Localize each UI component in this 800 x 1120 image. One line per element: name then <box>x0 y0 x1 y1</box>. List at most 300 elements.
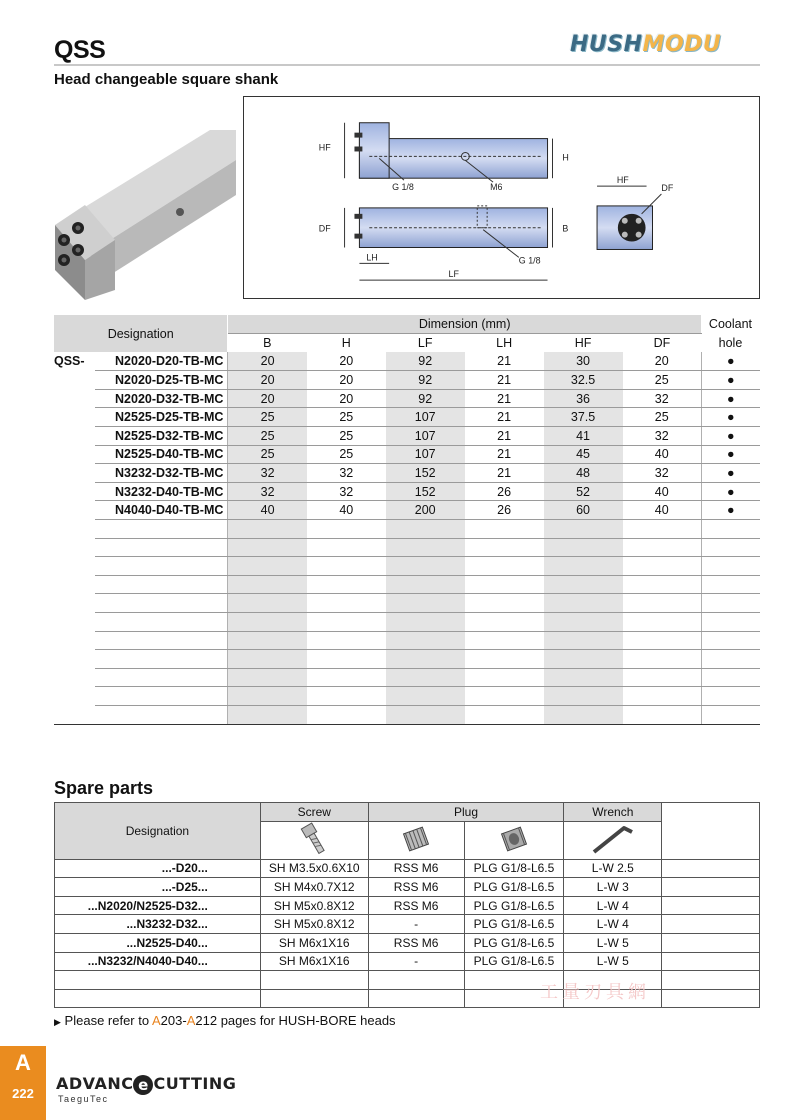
cell-hf: 32.5 <box>544 371 623 390</box>
cell-h: 32 <box>307 464 386 483</box>
note-prefix: Please refer to <box>64 1013 152 1028</box>
cell-hf <box>544 613 623 632</box>
cell-df <box>623 557 702 576</box>
designation-prefix <box>54 427 95 446</box>
cell-b: 20 <box>228 371 307 390</box>
title-divider <box>54 64 760 66</box>
cell-hf: 30 <box>544 352 623 371</box>
cell-df <box>623 594 702 613</box>
table-row <box>54 668 760 687</box>
cell-hf: 37.5 <box>544 408 623 427</box>
note-ref1-letter: A <box>152 1013 161 1028</box>
table-row <box>54 389 760 408</box>
cell-b <box>228 538 307 557</box>
spare-row <box>55 915 760 934</box>
cell-lf: 92 <box>386 389 465 408</box>
designation-cell <box>95 631 228 650</box>
cell-df: 40 <box>623 501 702 520</box>
spare-cell-plug1: RSS M6 <box>368 878 464 897</box>
page-number: 222 <box>12 1086 34 1101</box>
spare-cell-wrench: L-W 5 <box>564 933 662 952</box>
col-header-df: DF <box>623 334 702 353</box>
table-row <box>54 408 760 427</box>
cell-df <box>623 613 702 632</box>
designation-prefix <box>54 520 95 539</box>
spare-cell-wrench: L-W 4 <box>564 915 662 934</box>
designation-cell: N2020-D32-TB-MC <box>95 389 228 408</box>
table-row <box>54 631 760 650</box>
col-header-b: B <box>228 334 307 353</box>
wrench-icon <box>564 821 662 859</box>
cell-df <box>623 650 702 669</box>
designation-cell: N2020-D20-TB-MC <box>95 352 228 371</box>
cell-lf <box>386 575 465 594</box>
spare-cell-screw <box>260 971 368 990</box>
dim-label-hf-end: HF <box>616 175 629 186</box>
cell-hf <box>544 668 623 687</box>
spare-row <box>55 971 760 990</box>
brand-logo-right: MODU <box>642 32 722 57</box>
spare-parts-table <box>54 802 760 1008</box>
spare-cell-plug2: PLG G1/8-L6.5 <box>464 933 564 952</box>
cell-h <box>307 613 386 632</box>
coolant-cell <box>701 594 759 613</box>
dim-label-lf: LF <box>448 269 459 280</box>
designation-cell: N3232-D40-TB-MC <box>95 482 228 501</box>
dim-label-g18-bottom: G 1/8 <box>518 255 541 266</box>
coolant-cell: ● <box>701 371 759 390</box>
table-row <box>54 482 760 501</box>
designation-cell <box>95 538 228 557</box>
col-header-lf: LF <box>386 334 465 353</box>
cell-b <box>228 520 307 539</box>
cell-hf <box>544 520 623 539</box>
cell-lh <box>465 668 544 687</box>
cell-h <box>307 538 386 557</box>
designation-cell <box>95 687 228 706</box>
cell-lh <box>465 631 544 650</box>
cell-b <box>228 668 307 687</box>
designation-cell <box>95 613 228 632</box>
spare-cell-wrench: L-W 4 <box>564 896 662 915</box>
dim-label-df: DF <box>318 223 331 234</box>
cell-hf <box>544 557 623 576</box>
coolant-cell: ● <box>701 352 759 371</box>
cell-lh <box>465 557 544 576</box>
cell-hf <box>544 575 623 594</box>
cell-lf: 152 <box>386 482 465 501</box>
screw-header: Screw <box>260 803 368 822</box>
cell-h: 25 <box>307 427 386 446</box>
cell-df <box>623 538 702 557</box>
spare-cell-screw <box>260 989 368 1008</box>
footer-logo <box>56 1074 236 1095</box>
cell-lh: 21 <box>465 408 544 427</box>
footer-logo-right: CUTTING <box>153 1074 237 1093</box>
cell-lf: 107 <box>386 408 465 427</box>
spare-cell-plug2: PLG G1/8-L6.5 <box>464 896 564 915</box>
wrench-header: Wrench <box>564 803 662 822</box>
cell-b: 25 <box>228 445 307 464</box>
note-suffix: pages for HUSH-BORE heads <box>217 1013 396 1028</box>
spare-row <box>55 896 760 915</box>
cell-h <box>307 687 386 706</box>
cell-hf <box>544 631 623 650</box>
col-header-lh: LH <box>465 334 544 353</box>
cell-b <box>228 557 307 576</box>
cell-df: 20 <box>623 352 702 371</box>
cell-lh: 26 <box>465 501 544 520</box>
cell-df <box>623 705 702 724</box>
spare-cell-plug1: RSS M6 <box>368 933 464 952</box>
cell-df <box>623 631 702 650</box>
spare-cell-plug1: - <box>368 915 464 934</box>
spare-cell-plug1 <box>368 971 464 990</box>
cell-b <box>228 594 307 613</box>
cell-df <box>623 520 702 539</box>
table-row <box>54 445 760 464</box>
designation-prefix <box>54 687 95 706</box>
cell-df: 25 <box>623 371 702 390</box>
plug-rss-icon <box>368 821 464 859</box>
spare-row <box>55 859 760 878</box>
designation-prefix <box>54 408 95 427</box>
col-header-h: H <box>307 334 386 353</box>
coolant-header-2: hole <box>701 334 759 353</box>
designation-cell: N4040-D40-TB-MC <box>95 501 228 520</box>
cell-hf: 60 <box>544 501 623 520</box>
designation-prefix <box>54 464 95 483</box>
coolant-cell <box>701 687 759 706</box>
spare-designation-header: Designation <box>55 803 261 860</box>
coolant-cell: ● <box>701 464 759 483</box>
cell-hf: 52 <box>544 482 623 501</box>
cell-h: 20 <box>307 389 386 408</box>
spare-cell-plug2: PLG G1/8-L6.5 <box>464 878 564 897</box>
coolant-cell <box>701 538 759 557</box>
spare-cell-blank <box>662 933 760 952</box>
spare-cell-plug1: RSS M6 <box>368 859 464 878</box>
cell-h <box>307 520 386 539</box>
cell-h <box>307 594 386 613</box>
page-title: QSS <box>54 36 106 64</box>
blank-header <box>662 803 760 860</box>
spare-row <box>55 878 760 897</box>
table-row <box>54 575 760 594</box>
note-ref1-num: 203- <box>160 1013 187 1028</box>
designation-prefix <box>54 613 95 632</box>
designation-prefix <box>54 538 95 557</box>
spare-cell-designation: ...-D25... <box>55 878 261 897</box>
cell-lh: 21 <box>465 352 544 371</box>
cell-h: 25 <box>307 445 386 464</box>
designation-cell <box>95 650 228 669</box>
designation-prefix <box>54 557 95 576</box>
spare-row <box>55 952 760 971</box>
cell-h <box>307 631 386 650</box>
spare-cell-designation: ...N3232/N4040-D40... <box>55 952 261 971</box>
cell-b: 20 <box>228 352 307 371</box>
cell-lh: 21 <box>465 445 544 464</box>
table-row <box>54 501 760 520</box>
cell-df <box>623 668 702 687</box>
cell-df: 40 <box>623 482 702 501</box>
spare-cell-wrench: L-W 2.5 <box>564 859 662 878</box>
watermark: 工量刃具網 <box>540 982 650 1002</box>
coolant-header-1: Coolant <box>701 315 759 334</box>
table-row <box>54 594 760 613</box>
brand-logo <box>570 32 721 57</box>
spare-cell-screw: SH M5x0.8X12 <box>260 896 368 915</box>
cell-lh: 21 <box>465 464 544 483</box>
product-photo <box>40 100 236 300</box>
cell-hf <box>544 687 623 706</box>
screw-icon <box>260 821 368 859</box>
section-tab <box>0 1046 46 1120</box>
designation-header: Designation <box>54 315 228 352</box>
cell-b: 25 <box>228 427 307 446</box>
spare-cell-blank <box>662 989 760 1008</box>
cell-b <box>228 631 307 650</box>
cell-hf: 48 <box>544 464 623 483</box>
spare-cell-blank <box>662 915 760 934</box>
cell-h: 40 <box>307 501 386 520</box>
cell-lf <box>386 557 465 576</box>
spare-cell-blank <box>662 971 760 990</box>
plug-plg-icon <box>464 821 564 859</box>
cell-hf: 41 <box>544 427 623 446</box>
cell-b: 20 <box>228 389 307 408</box>
designation-cell: N3232-D32-TB-MC <box>95 464 228 483</box>
section-letter: A <box>15 1050 31 1075</box>
designation-cell <box>95 575 228 594</box>
cell-b: 32 <box>228 482 307 501</box>
spare-cell-blank <box>662 896 760 915</box>
coolant-cell <box>701 520 759 539</box>
cell-df <box>623 687 702 706</box>
cell-lf: 107 <box>386 427 465 446</box>
table-row <box>54 427 760 446</box>
cell-b: 40 <box>228 501 307 520</box>
designation-cell <box>95 705 228 724</box>
cell-hf <box>544 538 623 557</box>
cell-lf: 152 <box>386 464 465 483</box>
spare-cell-designation <box>55 971 261 990</box>
cell-df: 32 <box>623 427 702 446</box>
cell-h: 32 <box>307 482 386 501</box>
coolant-cell: ● <box>701 408 759 427</box>
spare-cell-plug1: - <box>368 952 464 971</box>
cell-lf <box>386 687 465 706</box>
spare-cell-designation <box>55 989 261 1008</box>
designation-cell: N2020-D25-TB-MC <box>95 371 228 390</box>
dim-label-b: B <box>562 223 569 234</box>
designation-cell <box>95 668 228 687</box>
spare-cell-wrench: L-W 3 <box>564 878 662 897</box>
coolant-cell <box>701 668 759 687</box>
cell-lf <box>386 650 465 669</box>
table-row <box>54 705 760 724</box>
cell-b <box>228 705 307 724</box>
designation-prefix: QSS- <box>54 354 85 369</box>
spare-cell-plug2: PLG G1/8-L6.5 <box>464 952 564 971</box>
cell-b <box>228 613 307 632</box>
cell-lf <box>386 705 465 724</box>
cell-df: 32 <box>623 464 702 483</box>
designation-prefix <box>54 594 95 613</box>
cell-hf <box>544 594 623 613</box>
spare-cell-plug1: RSS M6 <box>368 896 464 915</box>
note-ref2-num: 212 <box>195 1013 218 1028</box>
coolant-cell <box>701 557 759 576</box>
cell-lf: 92 <box>386 352 465 371</box>
spare-cell-screw: SH M6x1X16 <box>260 933 368 952</box>
dim-label-h: H <box>562 152 569 163</box>
coolant-cell: ● <box>701 445 759 464</box>
designation-prefix <box>54 705 95 724</box>
cell-b <box>228 575 307 594</box>
spare-cell-designation: ...N2020/N2525-D32... <box>55 896 261 915</box>
table-row <box>54 352 760 371</box>
dim-label-m6: M6 <box>490 182 503 193</box>
coolant-cell <box>701 575 759 594</box>
cell-h <box>307 705 386 724</box>
cell-lh: 26 <box>465 482 544 501</box>
designation-prefix <box>54 501 95 520</box>
cell-lh <box>465 650 544 669</box>
spare-row <box>55 989 760 1008</box>
cell-df: 25 <box>623 408 702 427</box>
cell-lf: 92 <box>386 371 465 390</box>
coolant-cell: ● <box>701 389 759 408</box>
spare-cell-plug2: PLG G1/8-L6.5 <box>464 915 564 934</box>
spare-cell-screw: SH M6x1X16 <box>260 952 368 971</box>
dim-label-g18-top: G 1/8 <box>392 182 414 193</box>
cell-h <box>307 575 386 594</box>
table-row <box>54 687 760 706</box>
table-row <box>54 650 760 669</box>
spare-cell-screw: SH M5x0.8X12 <box>260 915 368 934</box>
designation-prefix <box>54 668 95 687</box>
table-row <box>54 613 760 632</box>
plug-header: Plug <box>368 803 564 822</box>
spare-row <box>55 933 760 952</box>
designation-prefix <box>54 445 95 464</box>
designation-cell: N2525-D40-TB-MC <box>95 445 228 464</box>
dim-label-df-end: DF <box>661 183 674 194</box>
coolant-cell: ● <box>701 501 759 520</box>
spare-cell-designation: ...-D20... <box>55 859 261 878</box>
cell-b: 25 <box>228 408 307 427</box>
cell-lf <box>386 538 465 557</box>
table-row <box>54 538 760 557</box>
coolant-cell <box>701 613 759 632</box>
spare-cell-wrench: L-W 5 <box>564 952 662 971</box>
table-row <box>54 557 760 576</box>
designation-cell <box>95 557 228 576</box>
cell-df: 32 <box>623 389 702 408</box>
cell-b <box>228 650 307 669</box>
cell-lh <box>465 687 544 706</box>
triangle-bullet-icon: ▶ <box>54 1017 61 1027</box>
designation-cell: N2525-D32-TB-MC <box>95 427 228 446</box>
footer-logo-left: ADVANC <box>56 1074 134 1093</box>
cell-lh: 21 <box>465 389 544 408</box>
designation-prefix <box>54 631 95 650</box>
cell-df: 40 <box>623 445 702 464</box>
cell-hf <box>544 650 623 669</box>
spare-cell-designation: ...N2525-D40... <box>55 933 261 952</box>
cell-hf: 36 <box>544 389 623 408</box>
cell-lf <box>386 613 465 632</box>
dimension-header: Dimension (mm) <box>228 315 702 334</box>
table-row <box>54 520 760 539</box>
dim-label-lh: LH <box>366 252 378 263</box>
cell-lh <box>465 705 544 724</box>
spare-cell-designation: ...N3232-D32... <box>55 915 261 934</box>
coolant-cell <box>701 650 759 669</box>
cell-lh <box>465 538 544 557</box>
cell-b: 32 <box>228 464 307 483</box>
coolant-cell <box>701 631 759 650</box>
cell-hf: 45 <box>544 445 623 464</box>
designation-cell <box>95 594 228 613</box>
cell-h <box>307 557 386 576</box>
spare-cell-plug1 <box>368 989 464 1008</box>
designation-prefix <box>54 371 95 390</box>
cell-hf <box>544 705 623 724</box>
coolant-cell <box>701 705 759 724</box>
cell-lf <box>386 668 465 687</box>
designation-prefix <box>54 482 95 501</box>
spare-cell-blank <box>662 952 760 971</box>
technical-drawing <box>243 96 760 299</box>
designation-cell <box>95 520 228 539</box>
cell-h: 25 <box>307 408 386 427</box>
footer-logo-mid: e <box>133 1075 153 1095</box>
table-row <box>54 464 760 483</box>
cell-b <box>228 687 307 706</box>
cell-lf <box>386 520 465 539</box>
cell-lh <box>465 520 544 539</box>
cell-lh: 21 <box>465 371 544 390</box>
spare-cell-plug2: PLG G1/8-L6.5 <box>464 859 564 878</box>
brand-logo-left: HUSH <box>570 32 643 57</box>
cell-h <box>307 650 386 669</box>
dim-label-hf-top: HF <box>318 142 331 153</box>
spare-cell-blank <box>662 878 760 897</box>
cell-lh <box>465 613 544 632</box>
cell-lf: 107 <box>386 445 465 464</box>
cell-df <box>623 575 702 594</box>
cell-lh <box>465 575 544 594</box>
cell-lf: 200 <box>386 501 465 520</box>
designation-cell: N2525-D25-TB-MC <box>95 408 228 427</box>
cell-lh: 21 <box>465 427 544 446</box>
cell-lf <box>386 631 465 650</box>
spare-parts-title: Spare parts <box>54 778 154 798</box>
designation-prefix <box>54 650 95 669</box>
table-row <box>54 371 760 390</box>
designation-prefix <box>54 389 95 408</box>
spare-cell-screw: SH M4x0.7X12 <box>260 878 368 897</box>
cell-lf <box>386 594 465 613</box>
cell-lh <box>465 594 544 613</box>
note-ref2-letter: A <box>186 1013 196 1028</box>
reference-note <box>54 1013 396 1028</box>
footer-logo-sub: TaeguTec <box>58 1094 109 1104</box>
coolant-cell: ● <box>701 427 759 446</box>
